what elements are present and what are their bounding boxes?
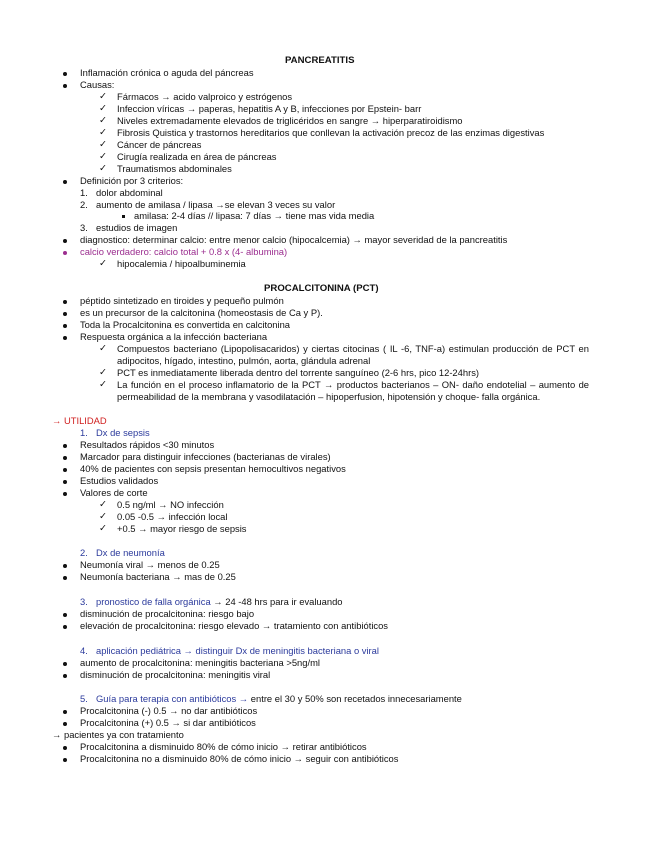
list-item: péptido sintetizado en tiroides y pequeño pulmón bbox=[80, 295, 284, 306]
cause-item: Niveles extremadamente elevados de triglicéridos en sangre → hiperparatiroidismo bbox=[117, 115, 463, 126]
bullet-icon bbox=[63, 722, 67, 726]
list-item: Procalcitonina (+) 0.5 → si dar antibióticos bbox=[80, 717, 256, 728]
bullet-icon bbox=[63, 84, 67, 88]
heading-antibioticos-rest: entre el 30 y 50% son recetados innecesariamente bbox=[250, 693, 462, 704]
section-title-pancreatitis: PANCREATITIS bbox=[285, 55, 355, 66]
heading-falla-rest: → 24 -48 hrs para ir evaluando bbox=[213, 596, 343, 607]
cause-item: Traumatismos abdominales bbox=[117, 163, 232, 174]
checkmark-icon: ✓ bbox=[99, 127, 107, 138]
list-item: 40% de pacientes con sepsis presentan hemocultivos negativos bbox=[80, 463, 346, 474]
list-item: Toda la Procalcitonina es convertida en calcitonina bbox=[80, 319, 291, 330]
bullet-icon bbox=[63, 564, 67, 568]
bullet-icon bbox=[63, 239, 67, 243]
list-item: Respuesta orgánica a la infección bacteriana bbox=[80, 331, 268, 342]
cause-item: Fármacos → acido valproico y estrógenos bbox=[117, 91, 293, 102]
list-item: disminución de procalcitonina: meningitis viral bbox=[80, 669, 271, 680]
bullet-icon bbox=[63, 180, 67, 184]
checkmark-icon: ✓ bbox=[99, 499, 107, 510]
cause-item: Fibrosis Quistica y trastornos hereditarios que conllevan la activación precoz de las enzimas digestivas bbox=[117, 127, 545, 138]
checkmark-icon: ✓ bbox=[99, 139, 107, 150]
bullet-icon bbox=[63, 674, 67, 678]
bullet-icon bbox=[63, 746, 67, 750]
checkmark-icon: ✓ bbox=[99, 115, 107, 126]
heading-number: 3. bbox=[80, 596, 88, 607]
bullet-icon bbox=[63, 312, 67, 316]
heading-antibioticos bbox=[96, 693, 462, 704]
cutoff-item: 0.05 -0.5 → infección local bbox=[117, 511, 228, 522]
checkmark-icon: ✓ bbox=[99, 379, 107, 390]
cutoff-item: 0.5 ng/ml → NO infección bbox=[117, 499, 224, 510]
list-item-highlight: calcio verdadero: calcio total + 0.8 x (4- albumina) bbox=[80, 246, 288, 257]
checkmark-icon: ✓ bbox=[99, 151, 107, 162]
bullet-icon bbox=[63, 576, 67, 580]
sub-item: hipocalemia / hipoalbuminemia bbox=[117, 258, 246, 269]
list-item: Valores de corte bbox=[80, 487, 148, 498]
cause-item: Infeccion víricas → paperas, hepatitis A y B, infecciones por Epstein- barr bbox=[117, 103, 422, 114]
bullet-icon bbox=[63, 625, 67, 629]
list-item: Neumonía bacteriana → mas de 0.25 bbox=[80, 571, 236, 582]
heading-sepsis: Dx de sepsis bbox=[96, 427, 150, 438]
section-title-procalcitonina: PROCALCITONINA (PCT) bbox=[264, 283, 379, 294]
list-item: Resultados rápidos <30 minutos bbox=[80, 439, 215, 450]
response-item: La función en el proceso inflamatorio de la PCT → productos bacterianos – ON- daño endotelial – aumento de permeabilidad de la membrana y vasodilatación – hipoperfusion, hipotensión y choque- falla orgánica. bbox=[117, 379, 589, 402]
checkmark-icon: ✓ bbox=[99, 163, 107, 174]
list-item: disminución de procalcitonina: riesgo bajo bbox=[80, 608, 255, 619]
response-item: Compuestos bacteriano (Lipopolisacaridos) y ciertas citocinas ( IL -6, TNF-a) estimulan producción de PCT en adipocitos, hígado, intestino, pulmón, aorta, glándula adrenal bbox=[117, 343, 589, 366]
cutoff-item: +0.5 → mayor riesgo de sepsis bbox=[117, 523, 247, 534]
criteria-item: aumento de amilasa / lipasa →se elevan 3 veces su valor bbox=[96, 199, 336, 210]
cause-item: Cáncer de páncreas bbox=[117, 139, 202, 150]
bullet-icon bbox=[63, 300, 67, 304]
criteria-item: dolor abdominal bbox=[96, 187, 163, 198]
heading-neumonia: Dx de neumonía bbox=[96, 547, 165, 558]
checkmark-icon: ✓ bbox=[99, 367, 107, 378]
bullet-icon bbox=[63, 336, 67, 340]
bullet-icon bbox=[63, 72, 67, 76]
list-item: Definición por 3 criterios: bbox=[80, 175, 184, 186]
criteria-number: 2. bbox=[80, 199, 88, 210]
list-item: Procalcitonina a disminuido 80% de cómo inicio → retirar antibióticos bbox=[80, 741, 367, 752]
bullet-icon bbox=[63, 613, 67, 617]
criteria-number: 3. bbox=[80, 222, 88, 233]
checkmark-icon: ✓ bbox=[99, 103, 107, 114]
bullet-icon bbox=[63, 492, 67, 496]
bullet-icon bbox=[63, 710, 67, 714]
bullet-icon bbox=[63, 468, 67, 472]
checkmark-icon: ✓ bbox=[99, 343, 107, 354]
criteria-sub-item: amilasa: 2-4 días // lipasa: 7 días → tiene mas vida media bbox=[134, 210, 375, 221]
list-item: Neumonía viral → menos de 0.25 bbox=[80, 559, 220, 570]
heading-number: 1. bbox=[80, 427, 88, 438]
list-item: Procalcitonina no a disminuido 80% de cómo inicio → seguir con antibióticos bbox=[80, 753, 399, 764]
heading-pediatrica: aplicación pediátrica → distinguir Dx de meningitis bacteriana o viral bbox=[96, 645, 379, 656]
heading-antibioticos-label: Guía para terapia con antibióticos → bbox=[96, 693, 249, 704]
bullet-icon bbox=[63, 251, 67, 255]
checkmark-icon: ✓ bbox=[99, 523, 107, 534]
checkmark-icon: ✓ bbox=[99, 511, 107, 522]
list-item: diagnostico: determinar calcio: entre menor calcio (hipocalcemia) → mayor severidad de la pancreatitis bbox=[80, 234, 508, 245]
heading-number: 4. bbox=[80, 645, 88, 656]
bullet-icon bbox=[63, 662, 67, 666]
list-item: Causas: bbox=[80, 79, 115, 90]
list-item: Procalcitonina (-) 0.5 → no dar antibióticos bbox=[80, 705, 258, 716]
bullet-icon bbox=[63, 456, 67, 460]
response-item: PCT es inmediatamente liberada dentro del torrente sanguíneo (2-6 hrs, pico 12-24hrs) bbox=[117, 367, 480, 378]
square-bullet-icon bbox=[122, 215, 125, 218]
heading-falla-label: pronostico de falla orgánica bbox=[96, 596, 211, 607]
list-item: Estudios validados bbox=[80, 475, 159, 486]
heading-falla bbox=[96, 596, 343, 607]
cause-item: Cirugía realizada en área de páncreas bbox=[117, 151, 277, 162]
treated-header: → pacientes ya con tratamiento bbox=[52, 729, 184, 740]
list-item: elevación de procalcitonina: riesgo elevado → tratamiento con antibióticos bbox=[80, 620, 388, 631]
list-item: Marcador para distinguir infecciones (bacterianas de virales) bbox=[80, 451, 331, 462]
bullet-icon bbox=[63, 758, 67, 762]
heading-number: 5. bbox=[80, 693, 88, 704]
utilidad-header: → UTILIDAD bbox=[52, 415, 107, 426]
heading-number: 2. bbox=[80, 547, 88, 558]
list-item: aumento de procalcitonina: meningitis bacteriana >5ng/ml bbox=[80, 657, 320, 668]
bullet-icon bbox=[63, 480, 67, 484]
bullet-icon bbox=[63, 324, 67, 328]
bullet-icon bbox=[63, 444, 67, 448]
criteria-number: 1. bbox=[80, 187, 88, 198]
checkmark-icon: ✓ bbox=[99, 258, 107, 269]
criteria-item: estudios de imagen bbox=[96, 222, 178, 233]
checkmark-icon: ✓ bbox=[99, 91, 107, 102]
list-item: es un precursor de la calcitonina (homeostasis de Ca y P). bbox=[80, 307, 323, 318]
list-item: Inflamación crónica o aguda del páncreas bbox=[80, 67, 254, 78]
